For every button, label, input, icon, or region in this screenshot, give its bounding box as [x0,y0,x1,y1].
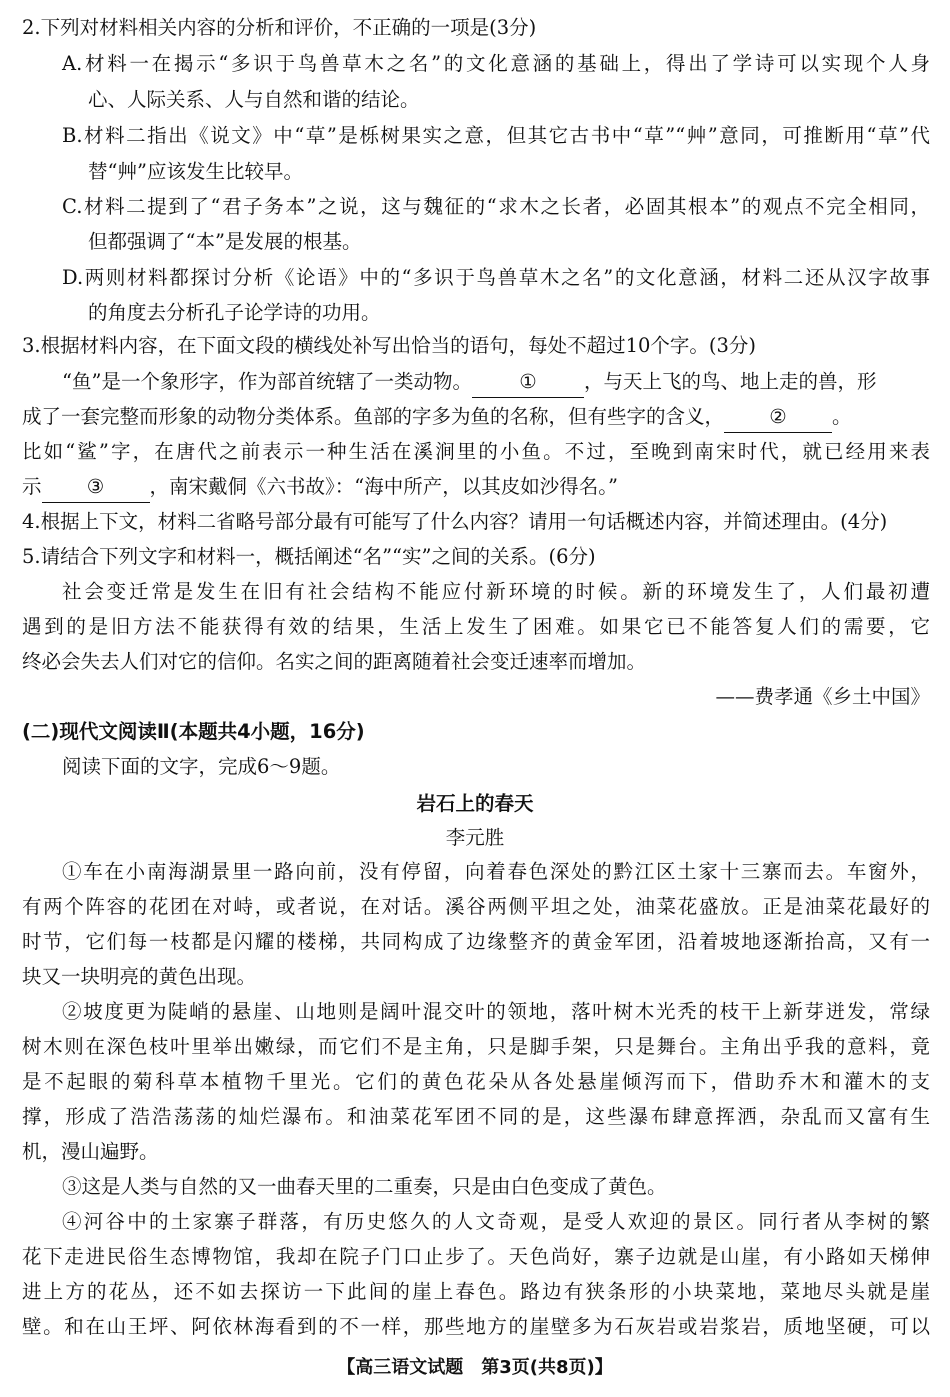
q2-option-b-line2: 替“艸”应该发生比较早。 [88,160,303,183]
q2-option-a-line1: A.材料一在揭示“多识于鸟兽草木之名”的文化意涵的基础上，得出了学诗可以实现个人身 [62,52,930,75]
paragraph-1-line: 块又一块明亮的黄色出现。 [22,965,257,988]
article-title: 岩石上的春天 [416,792,534,815]
q5-quote-source: ——费孝通《乡土中国》 [715,685,930,708]
q2-option-c-line1: C.材料二提到了“君子务本”之说，这与魏征的“求木之长者，必固其根本”的观点不完全相同， [62,195,930,218]
q2-stem: 2.下列对材料相关内容的分析和评价，不正确的一项是(3分) [22,16,537,39]
q3-blank-1[interactable]: ① [472,367,584,398]
q3-text: 。 [832,405,852,428]
q3-text: ，南宋戴侗《六书故》：“海中所产，以其皮如沙得名。” [149,475,618,498]
q2-option-c-line2: 但都强调了“本”是发展的根基。 [88,230,362,253]
paragraph-2-line: 机，漫山遍野。 [22,1140,159,1163]
q5-stem: 5.请结合下列文字和材料一，概括阐述“名”“实”之间的关系。(6分) [22,545,596,568]
paragraph-2-line: ②坡度更为陡峭的悬崖、山地则是阔叶混交叶的领地，落叶树木光秃的枝干上新芽迸发，常绿 [62,1000,930,1023]
paragraph-1-line: ①车在小南海湖景里一路向前，没有停留，向着春色深处的黔江区土家十三寨而去。车窗外， [62,860,930,883]
q3-passage-line1 [62,367,930,398]
q5-quote-line2: 遇到的是旧方法不能获得有效的结果，生活上发生了困难。如果它已不能答复人们的需要，它 [22,615,930,638]
paragraph-4-line: 花下走进民俗生态博物馆，我却在院子门口止步了。天色尚好，寨子边就是山崖，有小路如天梯伸 [22,1245,930,1268]
q3-stem: 3.根据材料内容，在下面文段的横线处补写出恰当的语句，每处不超过10个字。(3分) [22,334,757,357]
article-author: 李元胜 [445,826,505,849]
q3-passage-line2 [22,402,930,433]
q3-text: ，与天上飞的鸟、地上走的兽，形 [583,370,877,393]
paragraph-4-line: 进上方的花丛，还不如去探访一下此间的崖上春色。路边有狭条形的小块菜地，菜地尽头就是崖 [22,1280,930,1303]
q3-text: “鱼”是一个象形字，作为部首统辖了一类动物。 [62,370,472,393]
q4-stem: 4.根据上下文，材料二省略号部分最有可能写了什么内容？请用一句话概述内容，并简述理由。(4分) [22,510,888,533]
q3-text: 示 [22,475,42,498]
paragraph-4-line: 壁。和在山王坪、阿依林海看到的不一样，那些地方的崖壁多为石灰岩或岩浆岩，质地坚硬，可以 [22,1315,930,1338]
paragraph-1-line: 有两个阵容的花团在对峙，或者说，在对话。溪谷两侧平坦之处，油菜花盛放。正是油菜花最好的 [22,895,930,918]
q2-option-d-line2: 的角度去分析孔子论学诗的功用。 [88,301,381,324]
q2-option-b-line1: B.材料二指出《说文》中“草”是栎树果实之意，但其它古书中“草”“艸”意同，可推断用“草”代 [62,124,930,147]
q3-text: 成了一套完整而形象的动物分类体系。鱼部的字多为鱼的名称，但有些字的含义， [22,405,725,428]
q3-passage-line3: 比如“鲨”字，在唐代之前表示一种生活在溪涧里的小鱼。不过，至晚到南宋时代，就已经用来表 [22,440,930,463]
q5-quote-line3: 终必会失去人们对它的信仰。名实之间的距离随着社会变迁速率而增加。 [22,650,647,673]
page-footer: 【高三语文试题 第3页(共8页)】 [337,1357,613,1378]
paragraph-2-line: 撑，形成了浩浩荡荡的灿烂瀑布。和油菜花军团不同的是，这些瀑布肆意挥洒，杂乱而又富有生 [22,1105,930,1128]
section2-instruction: 阅读下面的文字，完成6～9题。 [62,755,341,778]
q3-passage-line4 [22,472,618,503]
q2-option-d-line1: D.两则材料都探讨分析《论语》中的“多识于鸟兽草木之名”的文化意涵，材料二还从汉字故事 [62,266,930,289]
q3-blank-2[interactable]: ② [724,402,832,433]
paragraph-3-line: ③这是人类与自然的又一曲春天里的二重奏，只是由白色变成了黄色。 [62,1175,667,1198]
paragraph-4-line: ④河谷中的土家寨子群落，有历史悠久的人文奇观，是受人欢迎的景区。同行者从李树的繁 [62,1210,930,1233]
q2-option-a-line2: 心、人际关系、人与自然和谐的结论。 [88,88,420,111]
q5-quote-line1: 社会变迁常是发生在旧有社会结构不能应付新环境的时候。新的环境发生了，人们最初遭 [62,580,930,603]
paragraph-2-line: 树木则在深色枝叶里举出嫩绿，而它们不是主角，只是脚手架，只是舞台。主角出乎我的意料，竟 [22,1035,930,1058]
section2-heading: (二)现代文阅读Ⅱ(本题共4小题，16分) [22,720,365,743]
paragraph-2-line: 是不起眼的菊科草本植物千里光。它们的黄色花朵从各处悬崖倾泻而下，借助乔木和灌木的支 [22,1070,930,1093]
q3-blank-3[interactable]: ③ [42,472,150,503]
paragraph-1-line: 时节，它们每一枝都是闪耀的楼梯，共同构成了边缘整齐的黄金军团，沿着坡地逐渐抬高，又有一 [22,930,930,953]
